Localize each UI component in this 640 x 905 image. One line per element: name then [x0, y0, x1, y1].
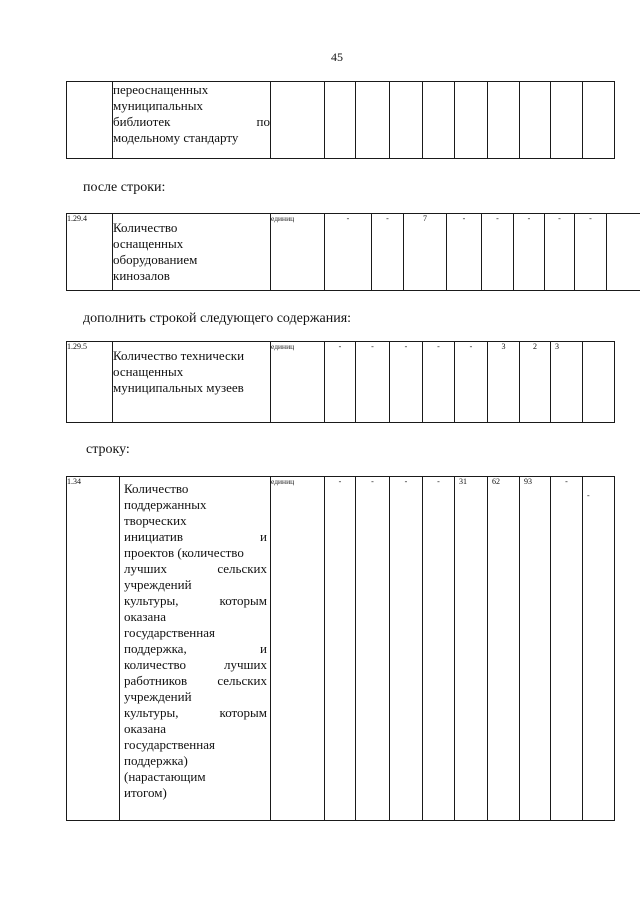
table-row-1-29-4	[66, 213, 640, 291]
name-line: оснащенных	[113, 364, 184, 379]
value-cell: -	[482, 214, 514, 291]
name-line: творческих	[124, 513, 187, 528]
value-cell: -	[455, 342, 488, 423]
value-cell: -	[390, 477, 423, 821]
name-line: Количество	[113, 220, 178, 235]
name-line: библиотек по	[113, 114, 270, 129]
row-unit: единиц	[271, 342, 325, 423]
value-cell: -	[423, 477, 455, 821]
value-cell: -	[356, 342, 390, 423]
name-line: оказана	[124, 721, 167, 736]
value-cell: -	[545, 214, 575, 291]
name-line: поддержка)	[124, 753, 188, 768]
name-line: (нарастающим	[124, 769, 206, 784]
table-row-1-34	[66, 476, 615, 821]
row-name	[120, 477, 271, 821]
value-cell: -	[423, 342, 455, 423]
name-line: учреждений	[124, 577, 192, 592]
row-number: 1.34	[67, 477, 120, 821]
name-line: муниципальных	[113, 98, 204, 113]
name-line: государственная	[124, 625, 215, 640]
value-cell: -	[356, 477, 390, 821]
caption-row: строку:	[86, 442, 130, 457]
name-line: оказана	[124, 609, 167, 624]
row-unit: единиц	[271, 214, 325, 291]
name-line: культуры, которым	[124, 593, 267, 608]
name-line: оснащенных	[113, 236, 184, 251]
page-number: 45	[331, 50, 343, 64]
value-cell: 2	[520, 342, 551, 423]
name-line: оборудованием	[113, 252, 198, 267]
row-number: 1.29.4	[67, 214, 113, 291]
value-cell: -	[583, 477, 615, 821]
row-name	[113, 82, 271, 159]
table-previous-row	[66, 81, 615, 159]
name-line: итогом)	[124, 785, 167, 800]
name-line: переоснащенных	[113, 82, 209, 97]
row-name	[113, 214, 271, 291]
name-line: проектов (количество	[124, 545, 244, 560]
value-cell: -	[372, 214, 404, 291]
name-line: лучших сельских	[124, 561, 267, 576]
name-line: поддержанных	[124, 497, 207, 512]
value-cell: 7	[404, 214, 447, 291]
caption-add-row: дополнить строкой следующего содержания:	[83, 311, 352, 326]
name-line: кинозалов	[113, 268, 170, 283]
value-cell: -	[390, 342, 423, 423]
name-line: Количество технически	[113, 348, 245, 363]
value-cell: 62	[488, 477, 520, 821]
name-line: поддержка, и	[124, 641, 267, 656]
row-number: 1.29.5	[67, 342, 113, 423]
name-line: государственная	[124, 737, 215, 752]
value-cell: 3	[551, 342, 583, 423]
name-line: количество лучших	[124, 657, 267, 672]
name-line: Количество	[124, 481, 189, 496]
caption-after-row: после строки:	[83, 180, 166, 195]
name-line: муниципальных музеев	[113, 380, 244, 395]
value-cell: -	[325, 214, 372, 291]
value-cell: 3	[488, 342, 520, 423]
cell-unit	[271, 82, 325, 159]
name-line: работников сельских	[124, 673, 267, 688]
table-row-1-29-5	[66, 341, 615, 423]
row-unit: единиц	[271, 477, 325, 821]
name-line: культуры, которым	[124, 705, 267, 720]
value-cell: -	[325, 342, 356, 423]
name-line: учреждений	[124, 689, 192, 704]
value-cell	[607, 214, 640, 291]
value-cell: -	[325, 477, 356, 821]
name-line: модельному стандарту	[113, 130, 239, 145]
value-cell: 93	[520, 477, 551, 821]
value-cell: -	[447, 214, 482, 291]
value-cell: -	[514, 214, 545, 291]
value-cell: 31	[455, 477, 488, 821]
cell-num	[67, 82, 113, 159]
name-line: инициатив и	[124, 529, 267, 544]
row-name	[113, 342, 271, 423]
value-cell: -	[575, 214, 607, 291]
value-cell	[583, 342, 615, 423]
value-cell: -	[551, 477, 583, 821]
